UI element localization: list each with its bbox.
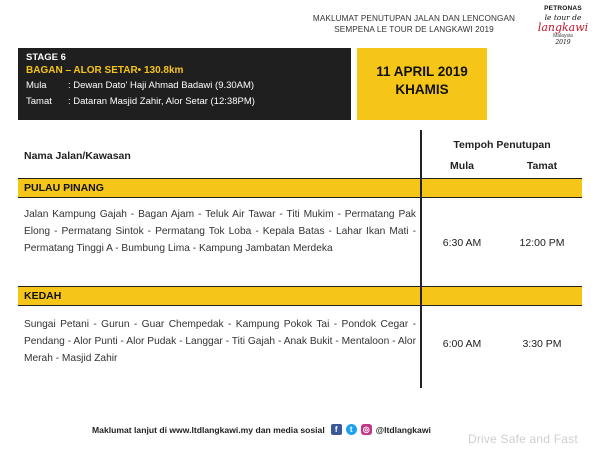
tour-logo <box>532 5 594 57</box>
twitter-icon[interactable]: t <box>346 424 357 435</box>
stage-info-panel <box>18 48 351 120</box>
column-header-start: Mula <box>450 160 474 172</box>
stage-start-value: : Dewan Dato' Haji Ahmad Badawi (9.30AM) <box>68 80 255 91</box>
social-handle[interactable]: @ltdlangkawi <box>375 424 431 435</box>
section-header-pulau-pinang <box>18 178 582 198</box>
logo-brand: PETRONAS <box>544 5 582 12</box>
header-title-line2: SEMPENA LE TOUR DE LANGKAWI 2019 <box>334 25 494 34</box>
date-line1: 11 APRIL 2019 <box>376 64 468 79</box>
section-name: KEDAH <box>24 290 62 302</box>
date-line2: KHAMIS <box>395 82 449 97</box>
roads-pulau-pinang: Jalan Kampung Gajah - Bagan Ajam - Teluk Air Tawar - Titi Mukim - Permatang Pak Elong - Permatang Sintok - Permatang Tok Loba - Kepala Batas - Lahar Ikan Mati - Permatang Tinggi A - Bumbung Lima - Kampung Jambatan Merdeka <box>24 209 416 254</box>
logo-script1: le tour de <box>544 13 582 22</box>
stage-start-row <box>26 78 343 94</box>
date-panel <box>357 48 487 120</box>
section-divider <box>420 287 422 305</box>
stage-end-label: Tamat <box>26 96 52 107</box>
stage-route: BAGAN – ALOR SETAR• 130.8km <box>26 65 184 76</box>
roads-kedah: Sungai Petani - Gurun - Guar Chempedak - Kampung Pokok Tai - Pondok Cegar - Pendang - Alor Punti - Alor Pudak - Langgar - Titi Gajah - Anak Bukit - Mentaloon - Alor Merah - Masjid Zahir <box>24 319 416 364</box>
instagram-icon[interactable]: ◎ <box>361 424 372 435</box>
stage-end-value: : Dataran Masjid Zahir, Alor Setar (12:38PM) <box>68 96 255 107</box>
column-header-end: Tamat <box>526 160 558 172</box>
footer-info <box>92 424 431 435</box>
end-time-kedah: 3:30 PM <box>522 338 562 350</box>
stage-end-row <box>26 94 343 110</box>
start-time-pulau-pinang: 6:30 AM <box>442 237 482 249</box>
logo-script2: langkawi <box>537 21 589 34</box>
stage-start-label: Mula <box>26 80 47 91</box>
header-title-line1: MAKLUMAT PENUTUPAN JALAN DAN LENCONGAN <box>312 14 516 23</box>
column-header-roads: Nama Jalan/Kawasan <box>24 150 131 162</box>
logo-script4: 2019 <box>555 39 571 46</box>
start-time-kedah: 6:00 AM <box>442 338 482 350</box>
section-name: PULAU PINANG <box>24 182 104 194</box>
section-divider <box>420 179 422 197</box>
footer-text: Maklumat lanjut di www.ltdlangkawi.my dan media sosial <box>92 424 325 435</box>
watermark: Drive Safe and Fast <box>468 432 578 446</box>
section-header-kedah <box>18 286 582 306</box>
end-time-pulau-pinang: 12:00 PM <box>519 237 565 249</box>
column-header-closure-period: Tempoh Penutupan <box>453 139 551 151</box>
stage-label: STAGE 6 <box>26 52 66 63</box>
header-title <box>300 13 528 35</box>
road-closure-table <box>18 130 582 388</box>
facebook-icon[interactable]: f <box>331 424 342 435</box>
logo-script3: Malaysia <box>553 33 573 39</box>
